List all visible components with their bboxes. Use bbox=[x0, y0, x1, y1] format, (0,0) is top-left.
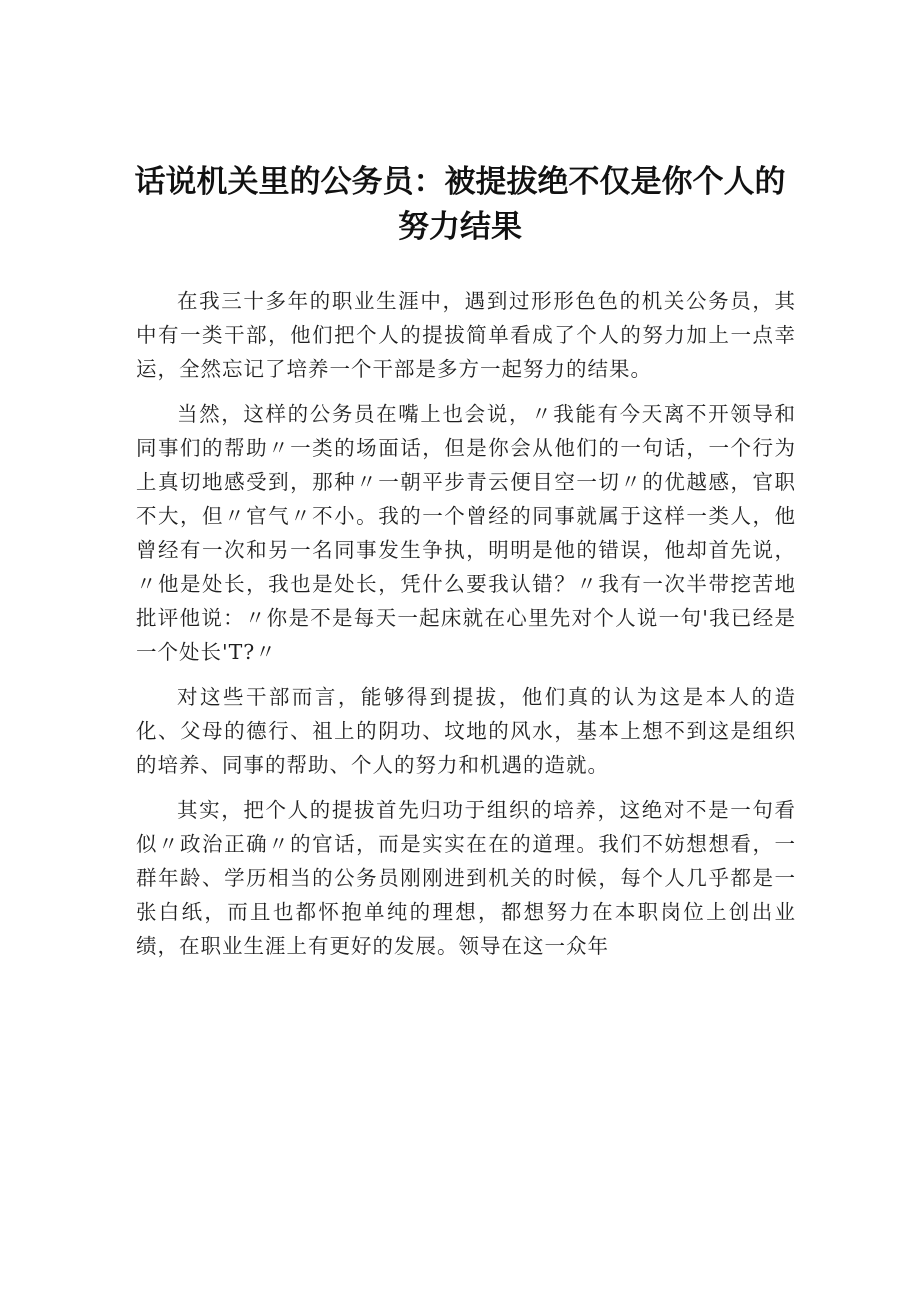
document-body bbox=[136, 284, 796, 974]
paragraph-3: 对这些干部而言，能够得到提拔，他们真的认为这是本人的造化、父母的德行、祖上的阴功、坟地的风水，基本上想不到这是组织的培养、同事的帮助、个人的努力和机遇的造就。 bbox=[136, 685, 796, 777]
document-title: 话说机关里的公务员：被提拔绝不仅是你个人的努力结果 bbox=[134, 164, 786, 245]
paragraph-2: 当然，这样的公务员在嘴上也会说，〃我能有今天离不开领导和同事们的帮助〃一类的场面话，但是你会从他们的一句话，一个行为上真切地感受到，那种〃一朝平步青云便目空一切〃的优越感，官职不大，但〃官气〃不小。我的一个曾经的同事就属于这样一类人，他曾经有一次和另一名同事发生争执，明明是他的错误，他却首先说，〃他是处长，我也是处长，凭什么要我认错？〃我有一次半带挖苦地批评他说：〃你是不是每天一起床就在心里先对个人说一句'我已经是一个处长'T?〃 bbox=[136, 402, 796, 664]
paragraph-1: 在我三十多年的职业生涯中，遇到过形形色色的机关公务员，其中有一类干部，他们把个人的提拔简单看成了个人的努力加上一点幸运，全然忘记了培养一个干部是多方一起努力的结果。 bbox=[136, 289, 796, 381]
paragraph-4: 其实，把个人的提拔首先归功于组织的培养，这绝对不是一句看似〃政治正确〃的官话，而是实实在在的道理。我们不妨想想看，一群年龄、学历相当的公务员刚刚进到机关的时候，每个人几乎都是一张白纸，而且也都怀抱单纯的理想，都想努力在本职岗位上创出业绩，在职业生涯上有更好的发展。领导在这一众年 bbox=[136, 798, 796, 958]
